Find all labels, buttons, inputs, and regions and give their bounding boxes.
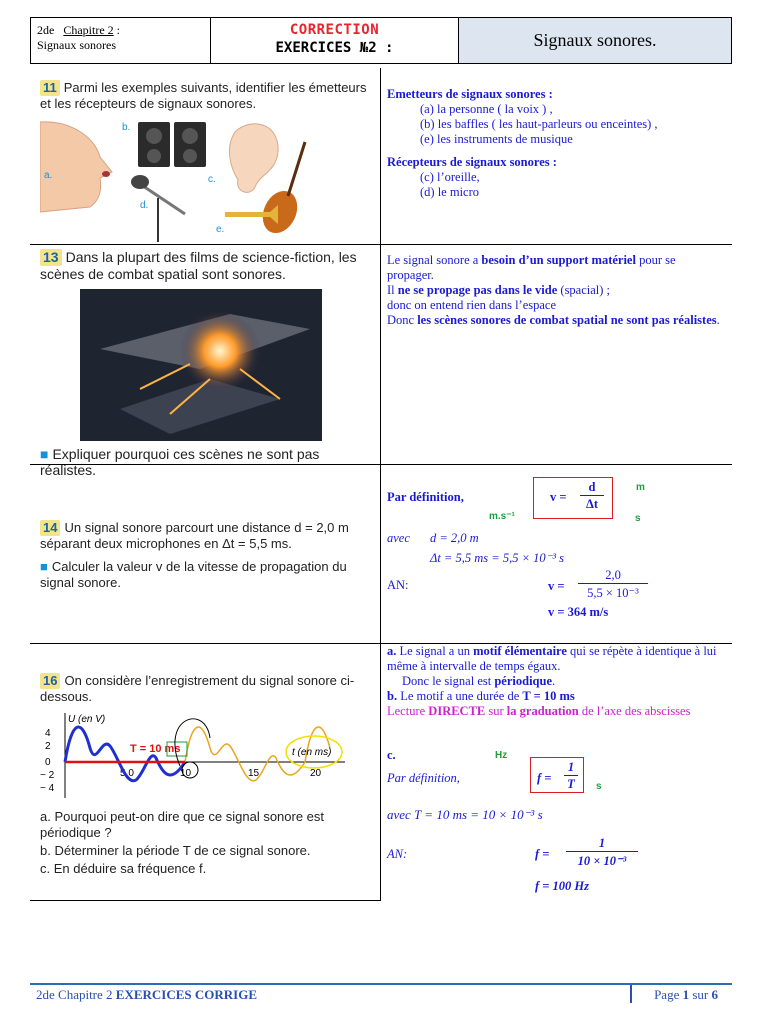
ex14-result: v = 364 m/s (548, 605, 609, 619)
ex16-qa-text: a. Pourquoi peut-on dire que ce signal sonore est périodique ? (40, 809, 325, 840)
ex14-task-text: Calculer la valeur v de la vitesse de propagation du signal sonore. (40, 559, 347, 590)
y-tick: 4 (45, 728, 51, 739)
label-e: e. (216, 224, 225, 235)
ex13-a4-end: . (716, 313, 720, 327)
page-header (30, 17, 732, 64)
ex16-result: f = 100 Hz (535, 879, 589, 893)
column-divider (380, 68, 381, 901)
ex11-question (40, 80, 370, 112)
ex16-question (40, 673, 360, 705)
period-label: T = 10 ms (130, 743, 181, 755)
ex16-qb-text: b. Déterminer la période T de ce signal sonore. (40, 843, 311, 858)
page-number (654, 987, 718, 1003)
ex13-a4: Donc (387, 313, 418, 327)
unit-s: s (635, 513, 641, 524)
emitter-item: (a) la personne ( la voix ) , (420, 102, 553, 116)
ex16-b1: Le motif a une durée de (397, 689, 523, 703)
b-label: b. (387, 689, 398, 703)
ex16-a1-bold: motif élémentaire (473, 644, 567, 658)
emitter-item: (e) les instruments de musique (420, 132, 573, 146)
ex16-an-lhs: f = (535, 847, 550, 861)
ex14-question (40, 520, 360, 552)
ex11-illustration (40, 112, 370, 242)
v-den: Δt (586, 497, 598, 511)
ex16-def: Par définition, (387, 771, 460, 785)
v-num: d (580, 480, 604, 496)
signal-graph (40, 708, 370, 808)
ex16-an-den: 10 × 10⁻³ (577, 854, 627, 868)
ex16-qa (40, 809, 360, 841)
ex14-question-text: Un signal sonore parcourt une distance d = 2,0 m séparant deux microphones en Δt = 5,5 ms. (40, 520, 349, 551)
ex16-a2: Donc le signal est (402, 674, 495, 688)
page-title: Signaux sonores. (459, 18, 731, 63)
ex16-qb (40, 843, 360, 859)
ex16-question-text: On considère l’enregistrement du signal sonore ci-dessous. (40, 673, 355, 704)
ex14-number: 14 (40, 520, 60, 536)
ex11-number: 11 (40, 80, 60, 96)
x-axis-label: t (en ms) (292, 747, 332, 758)
ex16-b2b: DIRECTE (428, 704, 486, 718)
speaker-image (138, 122, 206, 167)
y-tick: − 2 (40, 770, 55, 781)
ex16-qc-text: c. En déduire sa fréquence f. (40, 861, 207, 876)
ex16-answer-a (387, 644, 717, 719)
x-tick: 15 (248, 768, 260, 779)
ex16-b1-bold: T = 10 ms (522, 689, 575, 703)
footer-separator (630, 985, 632, 1003)
c-label (387, 748, 396, 763)
subject: Signaux sonores (37, 38, 116, 52)
ex16-a1: Le signal a un (396, 644, 474, 658)
ex13-task-text: Expliquer pourquoi ces scènes ne sont pas réalistes. (40, 446, 320, 478)
page-total: 6 (711, 987, 718, 1002)
ex14-d: d = 2,0 m (430, 531, 479, 545)
f-num: 1 (564, 760, 578, 776)
header-info (31, 18, 211, 63)
unit-ms: m.s⁻¹ (489, 511, 515, 522)
ex13-a1-end: pour se propager. (387, 253, 676, 282)
ex13-task: ■ Expliquer pourquoi ces scènes ne sont pas réalistes. (40, 446, 320, 478)
unit-hz: Hz (495, 750, 508, 761)
ex13-a2-bold: ne se propage pas dans le vide (397, 283, 558, 297)
ex13-a2-end: (spacial) ; (557, 283, 611, 297)
ex14-an: AN: (387, 578, 409, 592)
emitter-item: (b) les baffles ( les haut-parleurs ou enceintes) , (420, 117, 658, 131)
y-axis-label: U (en V) (68, 714, 106, 725)
page-mid: sur (689, 987, 712, 1002)
ex14-def-text: Par définition, (387, 490, 464, 504)
ex13-a1: Le signal sonore a (387, 253, 482, 267)
y-tick: 2 (45, 741, 51, 752)
ex16-an: AN: (387, 847, 408, 861)
ex13-number: 13 (40, 249, 62, 266)
ex14-task: ■ Calculer la valeur v de la vitesse de propagation du signal sonore. (40, 559, 347, 590)
receiver-item: (c) l’oreille, (420, 170, 480, 184)
label-d: d. (140, 200, 149, 211)
emitters-title: Emetteurs de signaux sonores : (387, 87, 553, 101)
singer-face-image (40, 122, 112, 212)
ex14-avec: avec (387, 531, 410, 545)
ex13-a4-bold: les scènes sonores de combat spatial ne sont pas réalistes (417, 313, 717, 327)
ex16-b2e: de l’axe des abscisses (578, 704, 691, 718)
header-center (211, 18, 459, 63)
a-label: a. (387, 644, 397, 658)
page-footer (30, 983, 732, 1002)
f-lhs: f = (537, 771, 552, 785)
chapter: Chapitre 2 (63, 23, 114, 37)
page-current: 1 (682, 987, 690, 1002)
chapter-colon: : (113, 23, 120, 37)
ex16-b2d: la graduation (506, 704, 579, 718)
row-divider (30, 900, 380, 901)
ex13-a1-bold: besoin d’un support matériel (481, 253, 636, 267)
ex13-a3: donc on entend rien dans l’espace (387, 298, 557, 312)
ex16-a2-bold: périodique (494, 674, 552, 688)
ex16-avec: avec T = 10 ms = 10 × 10⁻³ s (387, 807, 543, 822)
correction-label: CORRECTION (289, 22, 380, 38)
ex16-b2a: Lecture (387, 704, 429, 718)
f-den: T (567, 777, 575, 791)
unit-s-16: s (596, 781, 602, 792)
ex11-answer (387, 87, 727, 200)
ex14-an-den: 5,5 × 10⁻³ (587, 586, 639, 600)
y-tick: 0 (45, 757, 51, 768)
exercises-label: EXERCICES №2 : (275, 40, 394, 56)
ex16-number: 16 (40, 673, 60, 689)
ex16-qc (40, 861, 360, 877)
ex14-an-num: 2,0 (578, 568, 648, 584)
receivers-title: Récepteurs de signaux sonores : (387, 155, 557, 169)
footer-chapter: 2de Chapitre 2 (36, 987, 116, 1002)
space-battle-image (80, 289, 322, 441)
ex13-question-text: Dans la plupart des films de science-fiction, les scènes de combat spatial sont sonores. (40, 249, 357, 282)
ex14-an-lhs: v = (548, 579, 565, 593)
x-tick: 10 (180, 768, 192, 779)
unit-m: m (636, 482, 645, 493)
level: 2de (37, 23, 55, 37)
ex13-a2: Il (387, 283, 398, 297)
ex13-answer (387, 253, 722, 328)
footer-title: EXERCICES CORRIGE (115, 987, 258, 1002)
x-tick: 20 (310, 768, 322, 779)
ex16-an-num: 1 (566, 836, 638, 852)
footer-left (36, 987, 257, 1003)
ear-image (229, 124, 278, 193)
ex16-a1-end: qui se répète à identique à lui même à intervalle de temps égaux. (387, 644, 717, 673)
label-b: b. (122, 122, 131, 133)
ex16-b2c: sur (485, 704, 507, 718)
y-tick: − 4 (40, 783, 55, 794)
c-label-text: c. (387, 748, 396, 762)
label-c: c. (208, 174, 216, 185)
ex14-def (387, 490, 464, 505)
page-pre: Page (654, 987, 683, 1002)
ex16-a2-end: . (552, 674, 556, 688)
ex11-question-text: Parmi les exemples suivants, identifier les émetteurs et les récepteurs de signaux sonores. (40, 80, 367, 111)
v-lhs: v = (550, 490, 567, 504)
label-a: a. (44, 170, 53, 181)
ex14-dt: Δt = 5,5 ms = 5,5 × 10⁻³ s (430, 551, 564, 565)
receiver-item: (d) le micro (420, 185, 480, 199)
x-tick: 5,0 (120, 768, 134, 779)
ex13-question (40, 249, 370, 283)
row-divider (30, 244, 732, 245)
